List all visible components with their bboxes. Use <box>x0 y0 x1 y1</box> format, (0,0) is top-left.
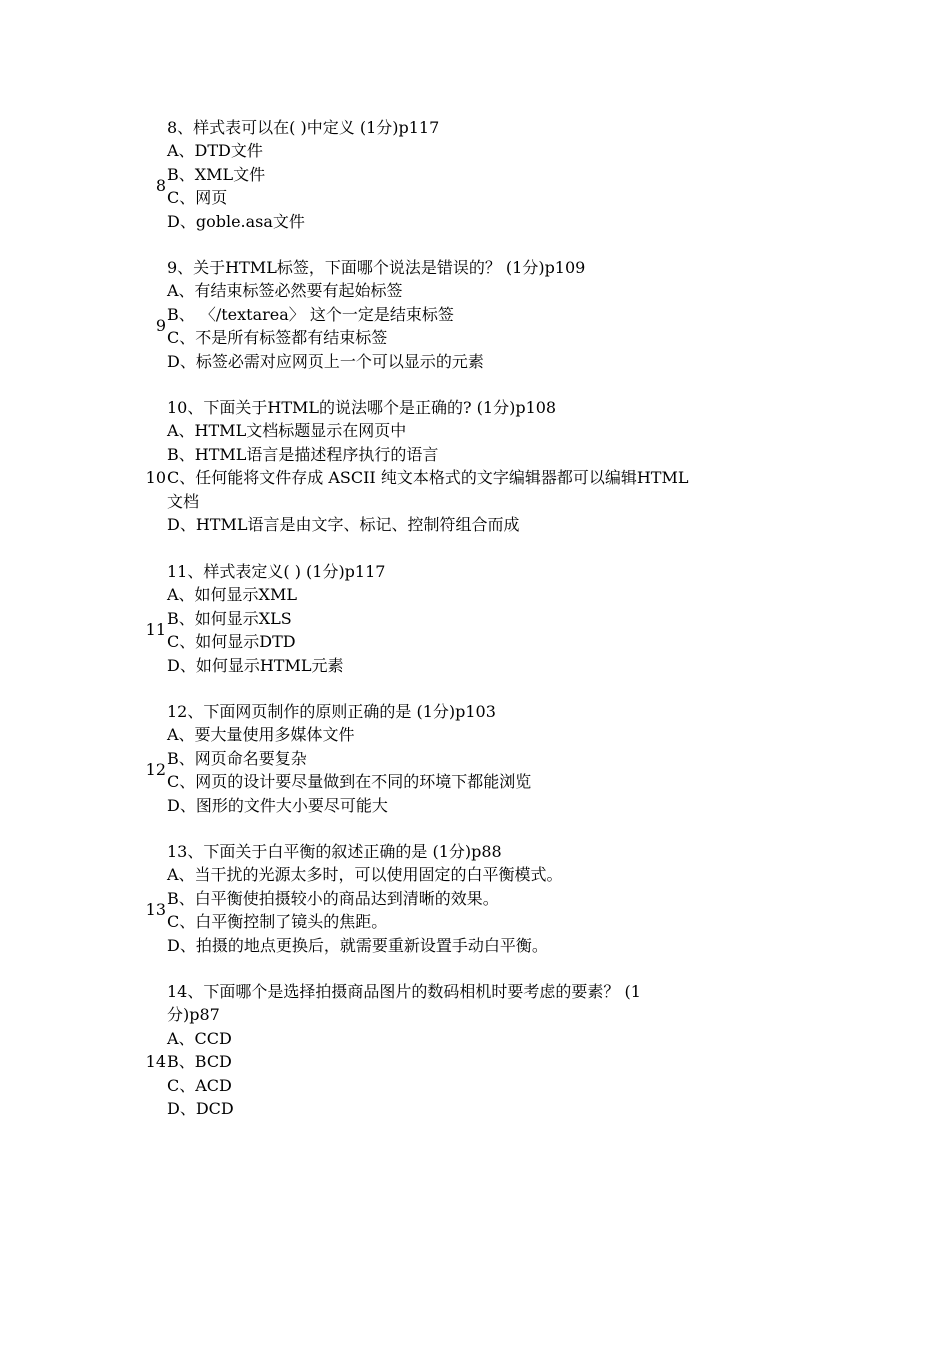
question-text: 10、下面关于HTML的说法哪个是正确的? (1分)p108 <box>167 398 557 417</box>
question-text: 14、下面哪个是选择拍摄商品图片的数码相机时要考虑的要素？ (1 分)p87 <box>167 982 641 1025</box>
question-number: 8 <box>155 176 166 195</box>
option-a: A、要大量使用多媒体文件 <box>167 725 355 745</box>
option-b: B、HTML语言是描述程序执行的语言 <box>167 444 439 464</box>
option-b: B、白平衡使拍摄较小的商品达到清晰的效果。 <box>167 888 499 908</box>
option-a: A、当干扰的光源太多时，可以使用固定的白平衡模式。 <box>167 865 563 885</box>
question-text: 11、样式表定义( ) (1分)p117 <box>167 562 386 581</box>
option-d: D、标签必需对应网页上一个可以显示的元素 <box>167 351 484 371</box>
question-text: 13、下面关于白平衡的叙述正确的是 (1分)p88 <box>167 842 502 861</box>
option-b: B、如何显示XLS <box>167 608 292 628</box>
question-number: 13 <box>145 900 166 919</box>
question-text: 9、关于HTML标签，下面哪个说法是错误的？ (1分)p109 <box>167 258 586 277</box>
question-body <box>167 116 767 233</box>
option-d: D、如何显示HTML元素 <box>167 655 344 675</box>
option-c: C、白平衡控制了镜头的焦距。 <box>167 912 388 932</box>
option-b: B、XML文件 <box>167 164 266 184</box>
option-a: A、HTML文档标题显示在网页中 <box>167 421 407 441</box>
question-8 <box>140 116 780 233</box>
option-a: A、如何显示XML <box>167 585 297 605</box>
question-text: 12、下面网页制作的原则正确的是 (1分)p103 <box>167 702 496 721</box>
option-b: B、 〈/textarea〉 这个一定是结束标签 <box>167 304 454 324</box>
question-14 <box>140 980 780 1120</box>
option-b: B、网页命名要复杂 <box>167 748 307 768</box>
option-d: D、拍摄的地点更换后，就需要重新设置手动白平衡。 <box>167 935 548 955</box>
option-c: C、任何能将文件存成 ASCII 纯文本格式的文字编辑器都可以编辑HTML 文档 <box>167 468 689 511</box>
question-9 <box>140 256 780 373</box>
option-c: C、不是所有标签都有结束标签 <box>167 328 388 348</box>
question-13 <box>140 840 780 957</box>
question-number: 14 <box>145 1052 166 1071</box>
option-a: A、DTD文件 <box>167 141 263 161</box>
option-d: D、HTML语言是由文字、标记、控制符组合而成 <box>167 515 520 535</box>
option-a: A、CCD <box>167 1028 232 1048</box>
question-text: 8、样式表可以在( )中定义 (1分)p117 <box>167 118 440 137</box>
option-c: C、网页 <box>167 188 228 208</box>
question-body <box>167 256 767 373</box>
question-number: 9 <box>155 316 166 335</box>
question-body <box>167 700 767 817</box>
question-11 <box>140 560 780 677</box>
option-a: A、有结束标签必然要有起始标签 <box>167 281 403 301</box>
question-number: 12 <box>145 760 166 779</box>
option-b: B、BCD <box>167 1052 232 1072</box>
question-10 <box>140 396 780 536</box>
question-body <box>167 980 767 1120</box>
option-d: D、图形的文件大小要尽可能大 <box>167 795 388 815</box>
option-d: D、goble.asa文件 <box>167 211 305 231</box>
option-c: C、ACD <box>167 1075 232 1095</box>
question-body <box>167 560 767 677</box>
question-number: 10 <box>145 468 166 487</box>
question-12 <box>140 700 780 817</box>
option-c: C、网页的设计要尽量做到在不同的环境下都能浏览 <box>167 772 532 792</box>
question-body <box>167 840 767 957</box>
question-body <box>167 396 767 536</box>
option-d: D、DCD <box>167 1099 234 1119</box>
question-number: 11 <box>145 620 166 639</box>
option-c: C、如何显示DTD <box>167 632 296 652</box>
